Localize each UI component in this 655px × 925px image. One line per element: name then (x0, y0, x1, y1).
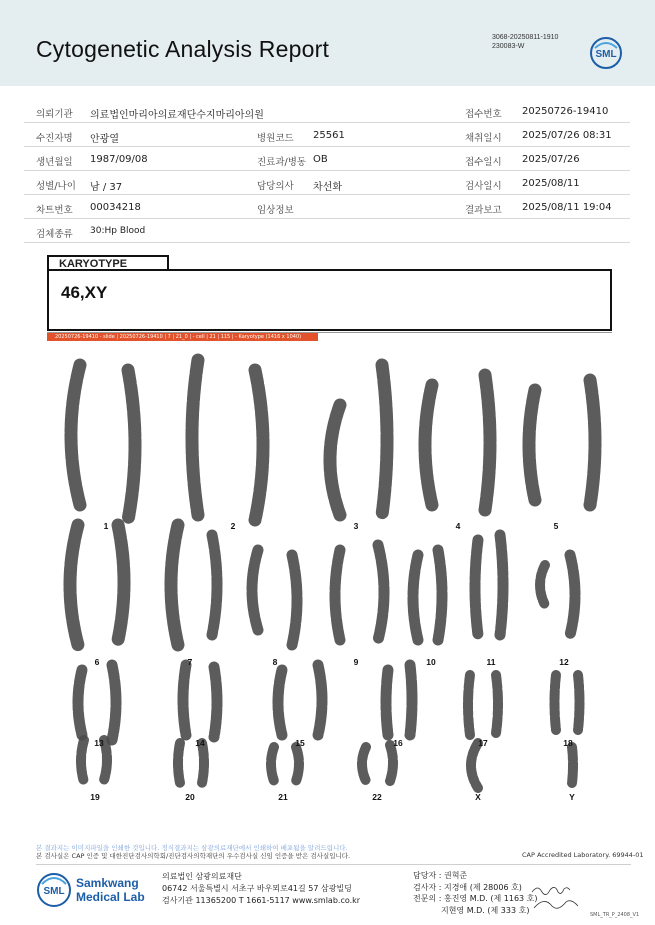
chromosome-20-2 (202, 743, 204, 783)
karyogram-chromosomes (0, 345, 655, 805)
chromosome-2-2 (255, 370, 263, 520)
clinical-info-label: 임상정보 (257, 205, 294, 216)
specimen-type-value: 30:Hp Blood (90, 226, 146, 236)
chromosome-10-2 (438, 550, 442, 640)
info-row (24, 220, 630, 243)
sex-age-label: 성별/나이 (36, 181, 76, 192)
chromosome-label-13: 13 (94, 738, 104, 748)
chromosome-label-3: 3 (353, 521, 359, 531)
chromosome-14-2 (214, 667, 217, 737)
chromosome-11-2 (500, 535, 503, 635)
chromosome-label-19: 19 (90, 792, 100, 802)
chromosome-label-X: X (475, 792, 481, 802)
chromosome-label-8: 8 (272, 657, 278, 667)
chromosome-label-12: 12 (559, 657, 569, 667)
requesting-institution-label: 의뢰기관 (36, 109, 73, 120)
chromosome-18-1 (555, 675, 557, 730)
report-date-label: 결과보고 (465, 205, 502, 216)
chromosome-21-1 (271, 747, 274, 781)
chromosome-label-Y: Y (569, 792, 575, 802)
patient-name-label: 수진자명 (36, 133, 73, 144)
karyogram-image-caption: 20250726-19410 - slide | 20250726-19410 | 7 | 21_0 | - cell | 21 | 115 | - Karyotype (1416 x 1040) (47, 333, 318, 341)
chromosome-label-11: 11 (486, 657, 496, 667)
lab-certification-notice: 본 검사실은 CAP 인증 및 대한진단검사의학회/진단검사의학재단의 우수검사실 신임 인증을 받은 검사실입니다. (36, 852, 351, 860)
accession-number-value: 20250726-19410 (522, 106, 609, 117)
chromosome-3-2 (382, 365, 387, 515)
requesting-institution-value: 의료법인마리아의료재단수지마리아의원 (90, 110, 264, 121)
chromosome-12-1 (540, 565, 545, 605)
chromosome-15-1 (278, 670, 282, 735)
sex-age-value: 남 / 37 (90, 182, 123, 193)
accession-number-label: 접수번호 (465, 109, 502, 120)
chromosome-label-5: 5 (553, 521, 559, 531)
lab-address (162, 871, 360, 907)
chromosome-19-1 (81, 740, 84, 782)
chromosome-16-1 (386, 670, 388, 735)
chromosome-label-10: 10 (426, 657, 436, 667)
chromosome-16-2 (410, 665, 412, 735)
received-date-value: 2025/07/26 (522, 154, 580, 165)
chromosome-label-20: 20 (185, 792, 195, 802)
info-row (24, 172, 630, 195)
chromosome-5-2 (590, 380, 595, 505)
karyogram-image (0, 345, 655, 805)
hospital-code-label: 병원코드 (257, 133, 294, 144)
samkwang-logo-abbr: SML (43, 886, 65, 897)
sml-logo-text: SML (595, 49, 617, 60)
chromosome-label-16: 16 (393, 738, 403, 748)
report-header (0, 0, 655, 86)
chromosome-label-22: 22 (372, 792, 382, 802)
report-title: Cytogenetic Analysis Report (36, 36, 330, 62)
chromosome-9-1 (335, 550, 340, 640)
karyogram-image-caption-bar (47, 332, 612, 341)
chromosome-label-14: 14 (195, 738, 205, 748)
report-date-value: 2025/08/11 19:04 (522, 202, 612, 213)
chromosome-1-1 (71, 365, 80, 505)
department-value: OB (313, 154, 328, 165)
document-id-line2: 230083-W (492, 43, 525, 50)
chromosome-7-1 (171, 525, 178, 645)
chromosome-17-2 (496, 675, 498, 733)
image-print-notice: 본 결과지는 이미지파일을 인쇄한 것입니다. 정식결과지는 삼광의료재단에서 인쇄하여 배포됨을 알려드립니다. (36, 844, 348, 852)
test-date-label: 검사일시 (465, 181, 502, 192)
karyotype-value: 46,XY (61, 283, 108, 302)
chromosome-X-1 (471, 743, 478, 788)
chart-number-label: 차트번호 (36, 205, 73, 216)
chromosome-1-2 (128, 370, 135, 520)
lab-contact: 검사기관 11365200 T 1661-5117 www.smlab.co.kr (162, 896, 361, 905)
staff-specialist-2: 지현영 M.D. (제 333 호) (413, 905, 530, 915)
chromosome-label-15: 15 (295, 738, 305, 748)
chromosome-6-2 (118, 525, 124, 640)
karyotype-result-box (47, 269, 612, 331)
info-row (24, 124, 630, 147)
physician-label: 담당의사 (257, 181, 294, 192)
chromosome-9-2 (378, 545, 384, 640)
samkwang-logo-line2: Medical Lab (76, 890, 145, 904)
chromosome-22-1 (362, 747, 366, 781)
chromosome-22-2 (390, 745, 393, 781)
chromosome-21-2 (296, 747, 299, 781)
chromosome-7-2 (212, 535, 217, 635)
chromosome-20-1 (178, 743, 180, 783)
chromosome-8-1 (252, 550, 258, 630)
chromosome-label-4: 4 (455, 521, 461, 531)
document-id (492, 33, 558, 51)
signature-icon (530, 880, 590, 914)
chromosome-17-1 (468, 675, 470, 735)
chromosome-label-18: 18 (563, 738, 573, 748)
chromosome-label-1: 1 (103, 521, 109, 531)
chart-number-value: 00034218 (90, 202, 141, 213)
info-row (24, 100, 630, 123)
chromosome-18-2 (578, 675, 580, 730)
chromosome-label-6: 6 (94, 657, 100, 667)
info-row (24, 148, 630, 171)
physician-value: 차선화 (313, 182, 342, 193)
chromosome-label-9: 9 (353, 657, 359, 667)
birthdate-value: 1987/09/08 (90, 154, 148, 165)
karyotype-label: KARYOTYPE (47, 255, 169, 270)
chromosome-5-1 (529, 390, 535, 500)
chromosome-10-1 (413, 555, 418, 640)
form-code: SML_TR_P_2408_V1 (590, 912, 640, 918)
chromosome-8-2 (292, 555, 297, 645)
chromosome-Y-1 (572, 747, 573, 783)
staff-list (413, 870, 538, 916)
chromosome-4-1 (425, 385, 432, 505)
department-label: 진료과/병동 (257, 157, 307, 168)
chromosome-11-1 (475, 540, 478, 635)
test-date-value: 2025/08/11 (522, 178, 580, 189)
samkwang-logo-line1: Samkwang (76, 876, 139, 890)
footer-divider (36, 864, 631, 865)
cap-accreditation: CAP Accredited Laboratory. 69944-01 (522, 851, 644, 859)
lab-street-address: 06742 서울특별시 서초구 바우뫼로41길 57 삼광빌딩 (162, 884, 352, 893)
chromosome-3-1 (330, 405, 340, 515)
patient-name-value: 안광열 (90, 134, 119, 145)
chromosome-15-2 (318, 665, 322, 735)
sml-logo-icon (589, 36, 623, 70)
chromosome-12-2 (570, 555, 575, 635)
specimen-type-label: 검체종류 (36, 229, 73, 240)
staff-specialist-1: 전문의 : 홍진영 M.D. (제 1163 호) (413, 894, 538, 903)
chromosome-label-2: 2 (230, 521, 236, 531)
lab-name: 의료법인 삼광의료재단 (162, 872, 242, 881)
chromosome-19-2 (104, 740, 107, 780)
birthdate-label: 생년월일 (36, 157, 73, 168)
chromosome-6-1 (70, 525, 78, 645)
chromosome-4-2 (485, 375, 490, 510)
chromosome-13-1 (78, 670, 82, 735)
staff-examiner: 검사자 : 지경애 (제 28006 호) (413, 882, 522, 892)
staff-in-charge: 담당자 : 권혁준 (413, 871, 468, 880)
hospital-code-value: 25561 (313, 130, 345, 141)
info-row (24, 196, 630, 219)
chromosome-label-21: 21 (278, 792, 288, 802)
chromosome-label-7: 7 (187, 657, 193, 667)
document-id-line1: 3068-20250811-1910 (492, 34, 559, 41)
collection-date-value: 2025/07/26 08:31 (522, 130, 612, 141)
received-date-label: 접수일시 (465, 157, 502, 168)
chromosome-label-17: 17 (478, 738, 488, 748)
chromosome-13-2 (112, 665, 116, 740)
collection-date-label: 채취일시 (465, 133, 502, 144)
chromosome-2-1 (192, 360, 198, 515)
chromosome-14-1 (183, 665, 186, 735)
